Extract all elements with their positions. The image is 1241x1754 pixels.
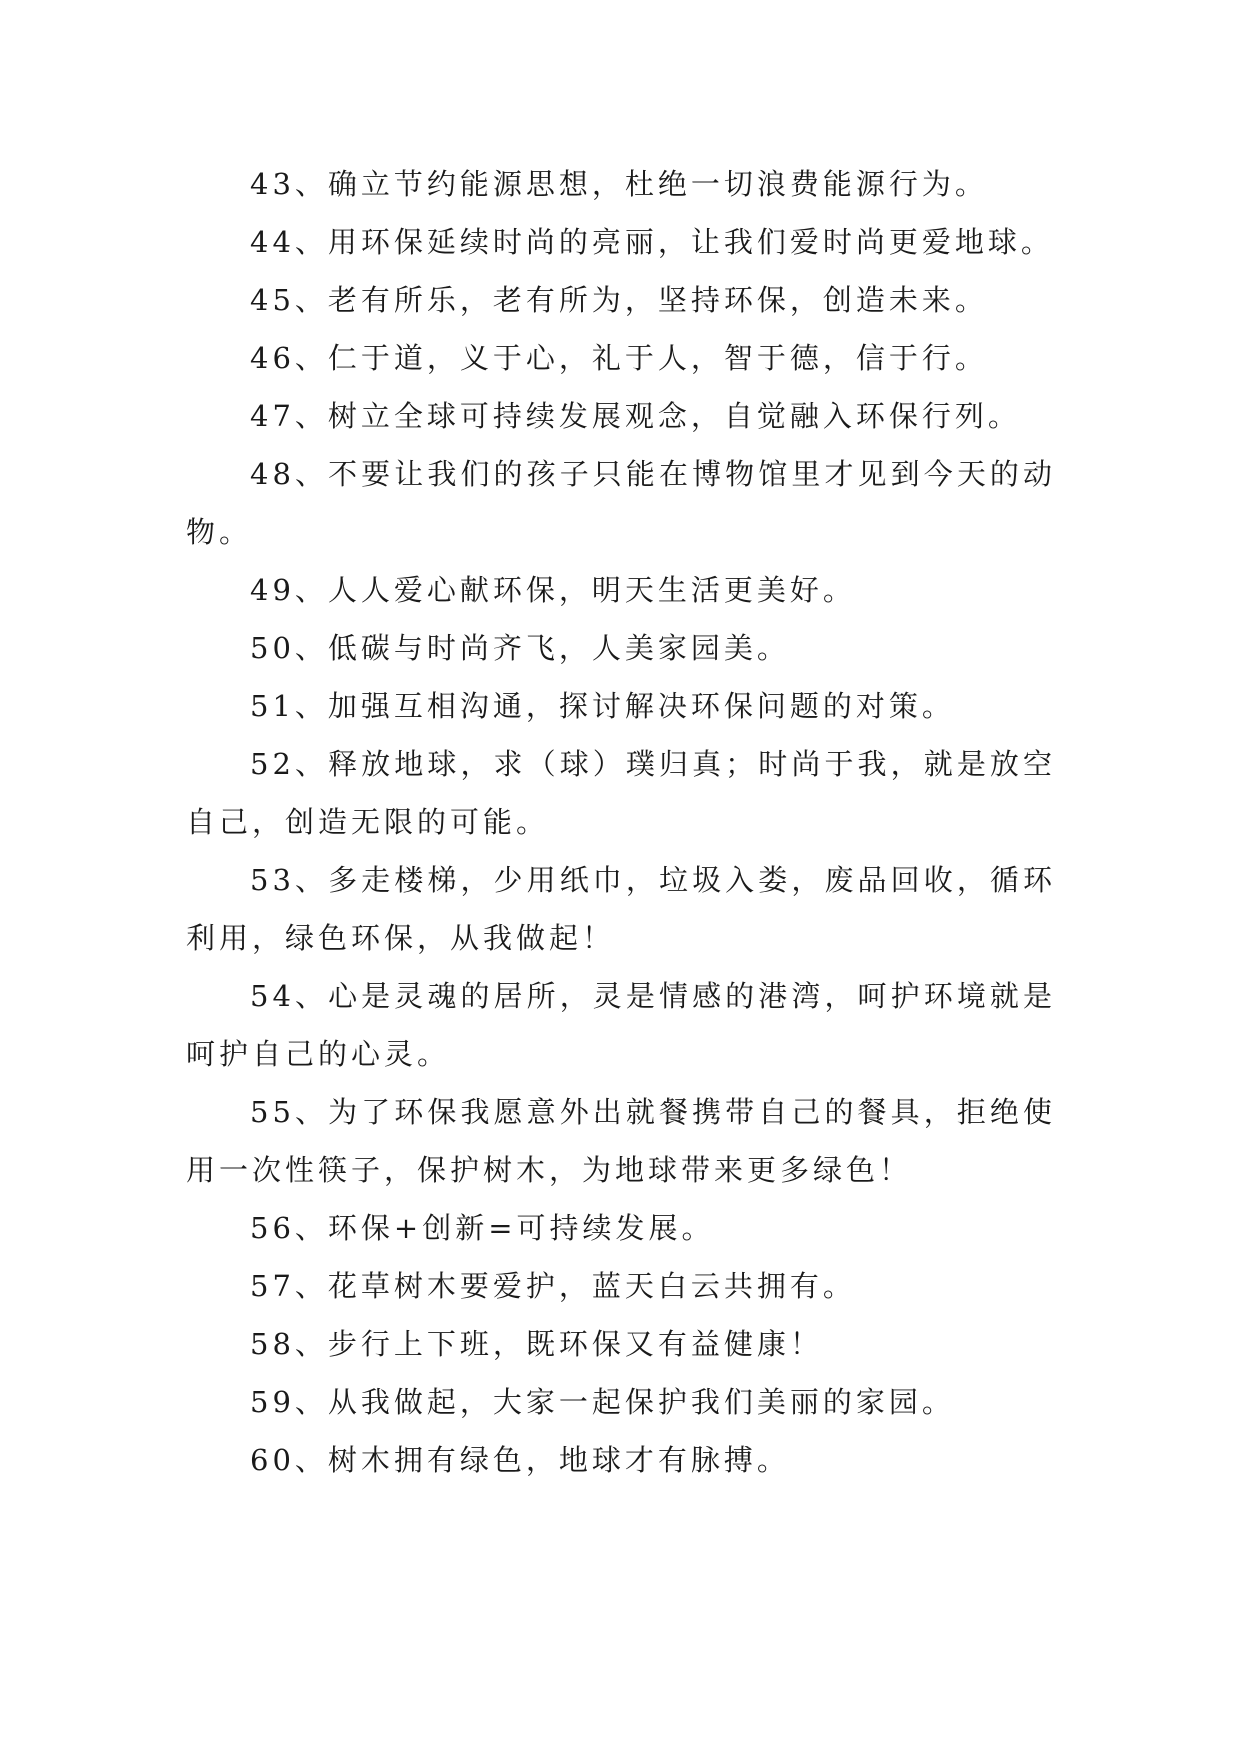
slogan-paragraph: 47、树立全球可持续发展观念，自觉融入环保行列。	[250, 399, 1021, 433]
slogan-paragraph: 60、树木拥有绿色，地球才有脉搏。	[250, 1443, 790, 1477]
slogan-paragraph: 58、步行上下班，既环保又有益健康！	[250, 1327, 823, 1361]
slogan-paragraph: 45、老有所乐，老有所为，坚持环保，创造未来。	[250, 283, 988, 317]
slogan-paragraph: 52、释放地球，求（球）璞归真；时尚于我，就是放空自己，创造无限的可能。	[186, 747, 1056, 839]
slogan-paragraph: 50、低碳与时尚齐飞，人美家园美。	[250, 631, 790, 665]
slogan-paragraph: 56、环保+创新=可持续发展。	[250, 1211, 715, 1245]
slogan-paragraph: 44、用环保延续时尚的亮丽，让我们爱时尚更爱地球。	[250, 225, 1054, 259]
slogan-paragraph: 48、不要让我们的孩子只能在博物馆里才见到今天的动物。	[186, 457, 1056, 549]
slogan-paragraph: 57、花草树木要爱护，蓝天白云共拥有。	[250, 1269, 856, 1303]
slogan-paragraph: 49、人人爱心献环保，明天生活更美好。	[250, 573, 856, 607]
slogan-paragraph: 54、心是灵魂的居所，灵是情感的港湾，呵护环境就是呵护自己的心灵。	[186, 979, 1056, 1071]
slogan-paragraph: 46、仁于道，义于心，礼于人，智于德，信于行。	[250, 341, 988, 375]
slogan-paragraph: 53、多走楼梯，少用纸巾，垃圾入娄，废品回收，循环利用，绿色环保，从我做起！	[186, 863, 1056, 955]
slogan-paragraph: 55、为了环保我愿意外出就餐携带自己的餐具，拒绝使用一次性筷子，保护树木，为地球带来更多绿色！	[186, 1095, 1056, 1187]
slogan-paragraph: 43、确立节约能源思想，杜绝一切浪费能源行为。	[250, 167, 988, 201]
slogan-paragraph: 51、加强互相沟通，探讨解决环保问题的对策。	[250, 689, 955, 723]
slogan-paragraph: 59、从我做起，大家一起保护我们美丽的家园。	[250, 1385, 955, 1419]
document-body	[186, 155, 1056, 1489]
